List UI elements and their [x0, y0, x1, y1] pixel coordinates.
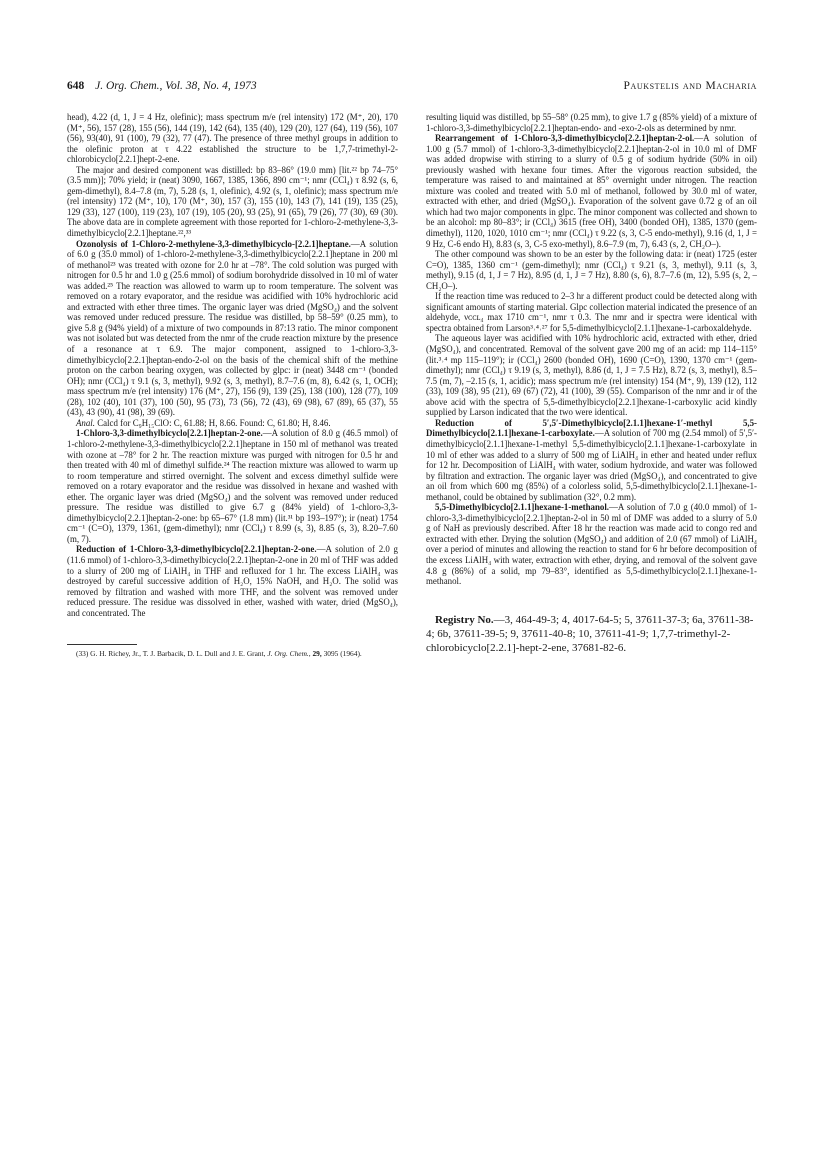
paragraph: The major and desired component was distilled: bp 83–86° (19.0 mm) [lit.²² bp 74–75° (3.5 mm)]; 70% yield; ir (neat) 3090, 1667, 1385, 1366, 890 cm⁻¹; nmr (CCl₄) τ 8.92 (s, 6, gem-dimethyl), 8.4–7.8 (m, 7), 5.28 (s, 1, olefinic), 4.92 (s, 1, olefinic); mass spectrum m/e (rel intensity) 172 (M⁺, 10), 170 (M⁺, 30), 157 (3), 155 (10), 143 (7), 141 (19), 135 (25), 129 (33), 127 (100), 119 (23), 107 (19), 105 (20), 93 (25), 91 (65), 79 (26), 77 (30), 69 (30). The above data are in complete agreement with those reported for 1-chloro-2-methylene-3,3-dimethylbicyclo[2.2.1]heptane.²²,³³ — [67, 164, 398, 239]
left-column — [67, 112, 398, 658]
section-title: 5,5-Dimethylbicyclo[2.1.1]hexane-1-methanol. — [435, 502, 610, 513]
section-title: Reduction of 1-Chloro-3,3-dimethylbicyclo[2.2.1]heptan-2-one. — [76, 544, 317, 555]
footnote — [67, 649, 398, 658]
paragraph-body: —A solution of 700 mg (2.54 mmol) of 5′,5′-dimethylbicyclo[2.1.1]hexane-1-methyl 5,5-dimethylbicyclo[2.1.1]hexane-1-carboxylate in 10 ml of ether was added to a slurry of 500 mg of LiAlH₄ in ether and heated under reflux for 12 hr. Decomposition of LiAlH₄ with water, sodium hydroxide, and water was followed by filtration and extraction. The organic layer was dried (MgSO₄), and concentrated to give an oil from which 600 mg (85%) of a colorless solid, 5,5-dimethylbicyclo[2.1.1]hexane-1-methanol, could be obtained by sublimation (32°, 0.2 mm). — [426, 428, 757, 502]
paragraph-body: —A solution of 7.0 g (40.0 mmol) of 1-chloro-3,3-dimethylbicyclo[2.2.1]heptan-2-ol in 50 ml of DMF was added to a slurry of 5.0 g of NaH as previously described. After 18 hr the reaction was made acid to congo red and extracted with ether. Drying the solution (MgSO₄) and addition of 2.0 (67 mmol) of LiAlH₄ over a period of minutes and allowing the reaction to stand for 6 hr before decomposition of the excess LiAlH₄ with water, extraction with ether, drying, and removal of the solvent gave 4.8 g (86%) of a solid, mp 79–83°, identified as 5,5-dimethylbicyclo[2.1.1]hexane-1-methanol. — [426, 502, 757, 587]
paragraph-body: —A solution of 6.0 g (35.0 mmol) of 1-chloro-2-methylene-3,3-dimethylbicyclo[2.2.1]heptane in 200 ml of methanol²³ was treated with ozone for 2.0 hr at –78°. The cold solution was purged with nitrogen for 0.5 hr and 1.0 g (25.6 mmol) of sodium borohydride dissolved in 10 ml of water was added.²⁵ The reaction was allowed to warm up to room temperature. The solvent was removed on a rotary evaporator, and the residue was acidified with 10% hydrochloric acid and extracted with ether three times. The organic layer was dried (MgSO₄) and the solvent was removed under reduced pressure. The residue was distilled, bp 58–59° (0.25 mm), to give 5.8 g (94% yield) of a mixture of two compounds in 87:13 ratio. The minor component was not isolated but was detected from the nmr of the crude reaction mixture by the presence of a resonance at τ 6.9. The major component, assigned to 1-chloro-3,3-dimethylbicyclo[2.2.1]heptan-endo-2-ol on the basis of the chemical shift of the methine proton on the carbon bearing oxygen, was collected by glpc: ir (neat) 3448 cm⁻¹ (bonded OH); nmr (CCl₄) τ 9.1 (s, 3, methyl), 9.92 (s, 3, methyl), 8.7–7.6 (m, 8), 6.42 (s, 1, OCH); mass spectrum m/e (rel intensity) 176 (M⁺, 27), 156 (9), 139 (25), 138 (100), 128 (77), 109 (28), 102 (40), 101 (37), 100 (50), 95 (73), 73 (56), 72 (43), 69 (98), 67 (89), 65 (37), 55 (43), 43 (90), 41 (98), 39 (69). — [67, 238, 398, 418]
header-left — [67, 80, 257, 92]
paragraph — [67, 428, 398, 544]
paragraph: The aqueous layer was acidified with 10% hydrochloric acid, extracted with ether, dried (MgSO₄), and concentrated. Removal of the solvent gave 200 mg of an acid: mp 114–115° (lit.³˒⁴ mp 115–119°); ir (CCl₄) 2600 (bonded OH), 1690 (C=O), 1390, 1370 cm⁻¹ (gem-dimethyl); nmr (CCl₄) τ 9.19 (s, 3, methyl), 8.86 (d, 1, J = 7.5 Hz), 8.72 (s, 3, methyl), 8.5–7.5 (m, 7), –2.15 (s, 1, acidic); mass spectrum m/e (rel intensity) 154 (M⁺, 9), 139 (12), 112 (33), 109 (38), 95 (21), 69 (67) (72), 41 (100), 39 (55). Comparison of the nmr and ir of the above acid with the spectra of 5,5-dimethylbicyclo[2.2.1]hexane-1-carboxylic acid kindly supplied by Larson indicated that the two were identical. — [426, 333, 757, 418]
registry-label: Registry No. — [435, 613, 494, 626]
registry-numbers — [426, 613, 757, 655]
journal-citation: J. Org. Chem., Vol. 38, No. 4, 1973 — [95, 80, 257, 92]
paragraph-body: —A solution of 1.00 g (5.7 mmol) of 1-chloro-3,3-dimethylbicyclo[2.2.1]heptan-2-ol in 10.0 ml of DMF was added dropwise with stirring to a slurry of 0.5 g of sodium hydride (50% in oil) previously washed with hexane four times. After the vigorous reaction subsided, the temperature was raised to and maintained at 85° overnight under nitrogen. The reaction mixture was cooled and treated with 5.0 ml of methanol, followed by 30.0 ml of water, extracted with ether, and dried (MgSO₄). Evaporation of the solvent gave 0.72 g of an oil which had two major components in glpc. The minor component was collected and shown to be an alcohol: mp 80–83°; ir (CCl₄) 3615 (free OH), 3400 (bonded OH), 1385, 1370 (gem-dimethyl), 1120, 1020, 1010 cm⁻¹; nmr (CCl₄) τ 9.22 (s, 3, C-5 endo-methyl), 9.16 (d, 1, J = 9 Hz, C-6 endo H), 8.83 (s, 3, C-5 exo-methyl), 8.6–7.9 (m, 7), 6.43 (s, 2, CH₂O–). — [426, 133, 757, 249]
paragraph: The other compound was shown to be an ester by the following data: ir (neat) 1725 (ester C=O), 1385, 1360 cm⁻¹ (gem-dimethyl); nmr (CCl₄) τ 9.21 (s, 3, methyl), 9.11 (s, 3, methyl), 9.15 (d, 1, J = 7 Hz), 8.95 (d, 1, J = 7 Hz), 8.80 (s, 6), 8.7–7.6 (m, 12), 5.95 (s, 2, –CH₂O–). — [426, 249, 757, 291]
footnote-volume: 29, — [310, 649, 322, 659]
paragraph-body: —A solution of 8.0 g (46.5 mmol) of 1-chloro-2-methylene-3,3-dimethylbicyclo[2.2.1]heptane in 150 ml of methanol was treated with ozone at –78° for 2 hr. The reaction mixture was purged with nitrogen for 0.5 hr and then treated with 40 ml of dimethyl sulfide.²⁴ The reaction mixture was allowed to warm up to room temperature and stirred overnight. The solvent and excess dimethyl sulfide were removed on a rotary evaporator and the residue was dissolved in hexane and washed with ether. The organic layer was dried (MgSO₄) and the solvent was removed under reduced pressure. The residue was distilled to give 6.7 g (84% yield) of 1-chloro-3,3-dimethylbicyclo[2.2.1]heptan-2-one: bp 65–67° (1.8 mm) (lit.³¹ bp 193–197°); ir (neat) 1754 cm⁻¹ (C=O), 1379, 1361, (gem-dimethyl); nmr (CCl₄) τ 8.99 (s, 3), 8.85 (s, 3), 8.20–7.60 (m, 7). — [67, 428, 398, 544]
page-header — [67, 80, 757, 98]
paragraph: If the reaction time was reduced to 2–3 hr a different product could be detected along with significant amounts of starting material. Glpc collection material indicated the presence of an aldehyde, νᴄᴄʟ₄ max 1710 cm⁻¹, nmr τ 0.3. The nmr and ir spectra were identical with spectra obtained from Larson³˒⁴˒²⁷ for 5,5-dimethylbicyclo[2.1.1]hexane-1-carboxaldehyde. — [426, 291, 757, 333]
paragraph: resulting liquid was distilled, bp 55–58° (0.25 mm), to give 1.7 g (85% yield) of a mixture of 1-chloro-3,3-dimethylbicyclo[2.2.1]heptan-endo- and -exo-2-ols as determined by nmr. — [426, 112, 757, 133]
section-title: Reduction of 5′,5′-Dimethylbicyclo[2.1.1]hexane-1′-methyl 5,5-Dimethylbicyclo[2.1.1]hexane-1-carboxylate. — [426, 417, 757, 439]
running-authors: Paukstelis and Macharia — [623, 80, 757, 92]
section-title: 1-Chloro-3,3-dimethylbicyclo[2.2.1]heptan-2-one. — [76, 428, 263, 439]
paragraph — [67, 418, 398, 429]
footnote-end: 3095 (1964). — [321, 649, 362, 659]
footnote-journal: J. Org. Chem., — [267, 649, 311, 659]
paragraph — [67, 544, 398, 618]
paragraph — [67, 239, 398, 418]
paragraph — [426, 418, 757, 502]
paragraph — [426, 502, 757, 586]
registry-list: —3, 464-49-3; 4, 4017-64-5; 5, 37611-37-3; 6a, 37611-38-4; 6b, 37611-39-5; 9, 37611-40-8; 10, 37611-41-9; 1,7,7-trimethyl-2-chlorobicyclo[2.2.1]-hept-2-ene, 37681-82-6. — [426, 613, 754, 654]
paragraph: head), 4.22 (d, 1, J = 4 Hz, olefinic); mass spectrum m/e (rel intensity) 172 (M⁺, 20), 170 (M⁺, 56), 157 (28), 155 (56), 144 (19), 142 (64), 135 (40), 129 (20), 127 (64), 119 (56), 107 (56), 93(40), 91 (100), 79 (32), 77 (47). The presence of three methyl groups in addition to the olefinic proton at τ 4.22 established the structure to be 1,7,7-trimethyl-2-chlorobicyclo[2.2.1]hept-2-ene. — [67, 112, 398, 165]
section-title: Ozonolysis of 1-Chloro-2-methylene-3,3-dimethylbicyclo-[2.2.1]heptane. — [76, 238, 351, 249]
right-column — [426, 112, 757, 655]
footnote-divider — [67, 644, 137, 645]
page-number: 648 — [67, 80, 85, 92]
section-title: Rearrangement of 1-Chloro-3,3-dimethylbicyclo[2.2.1]heptan-2-ol. — [435, 133, 695, 144]
paragraph-body: Calcd for C₉H₁₅ClO: C, 61.88; H, 8.66. Found: C, 61.80; H, 8.46. — [94, 417, 331, 428]
footnote-text: (33) G. H. Richey, Jr., T. J. Barbacik, D. L. Dull and J. E. Grant, — [76, 649, 268, 659]
analysis-label: Anal. — [76, 417, 95, 428]
paragraph-body: —A solution of 2.0 g (11.6 mmol) of 1-chloro-3,3-dimethylbicyclo[2.2.1]heptan-2-one in 20 ml of THF was added to a slurry of 200 mg of LiAlH₄ in THF and refluxed for 1 hr. The excess LiAlH₄ was destroyed by careful successive addition of H₂O, 15% NaOH, and H₂O. The solid was removed by filtration and washed with more THF, and the solvent was removed under reduced pressure. The residue was dissolved in ether, washed with water, dried (MgSO₄), and concentrated. The — [67, 544, 398, 618]
paragraph — [426, 133, 757, 249]
